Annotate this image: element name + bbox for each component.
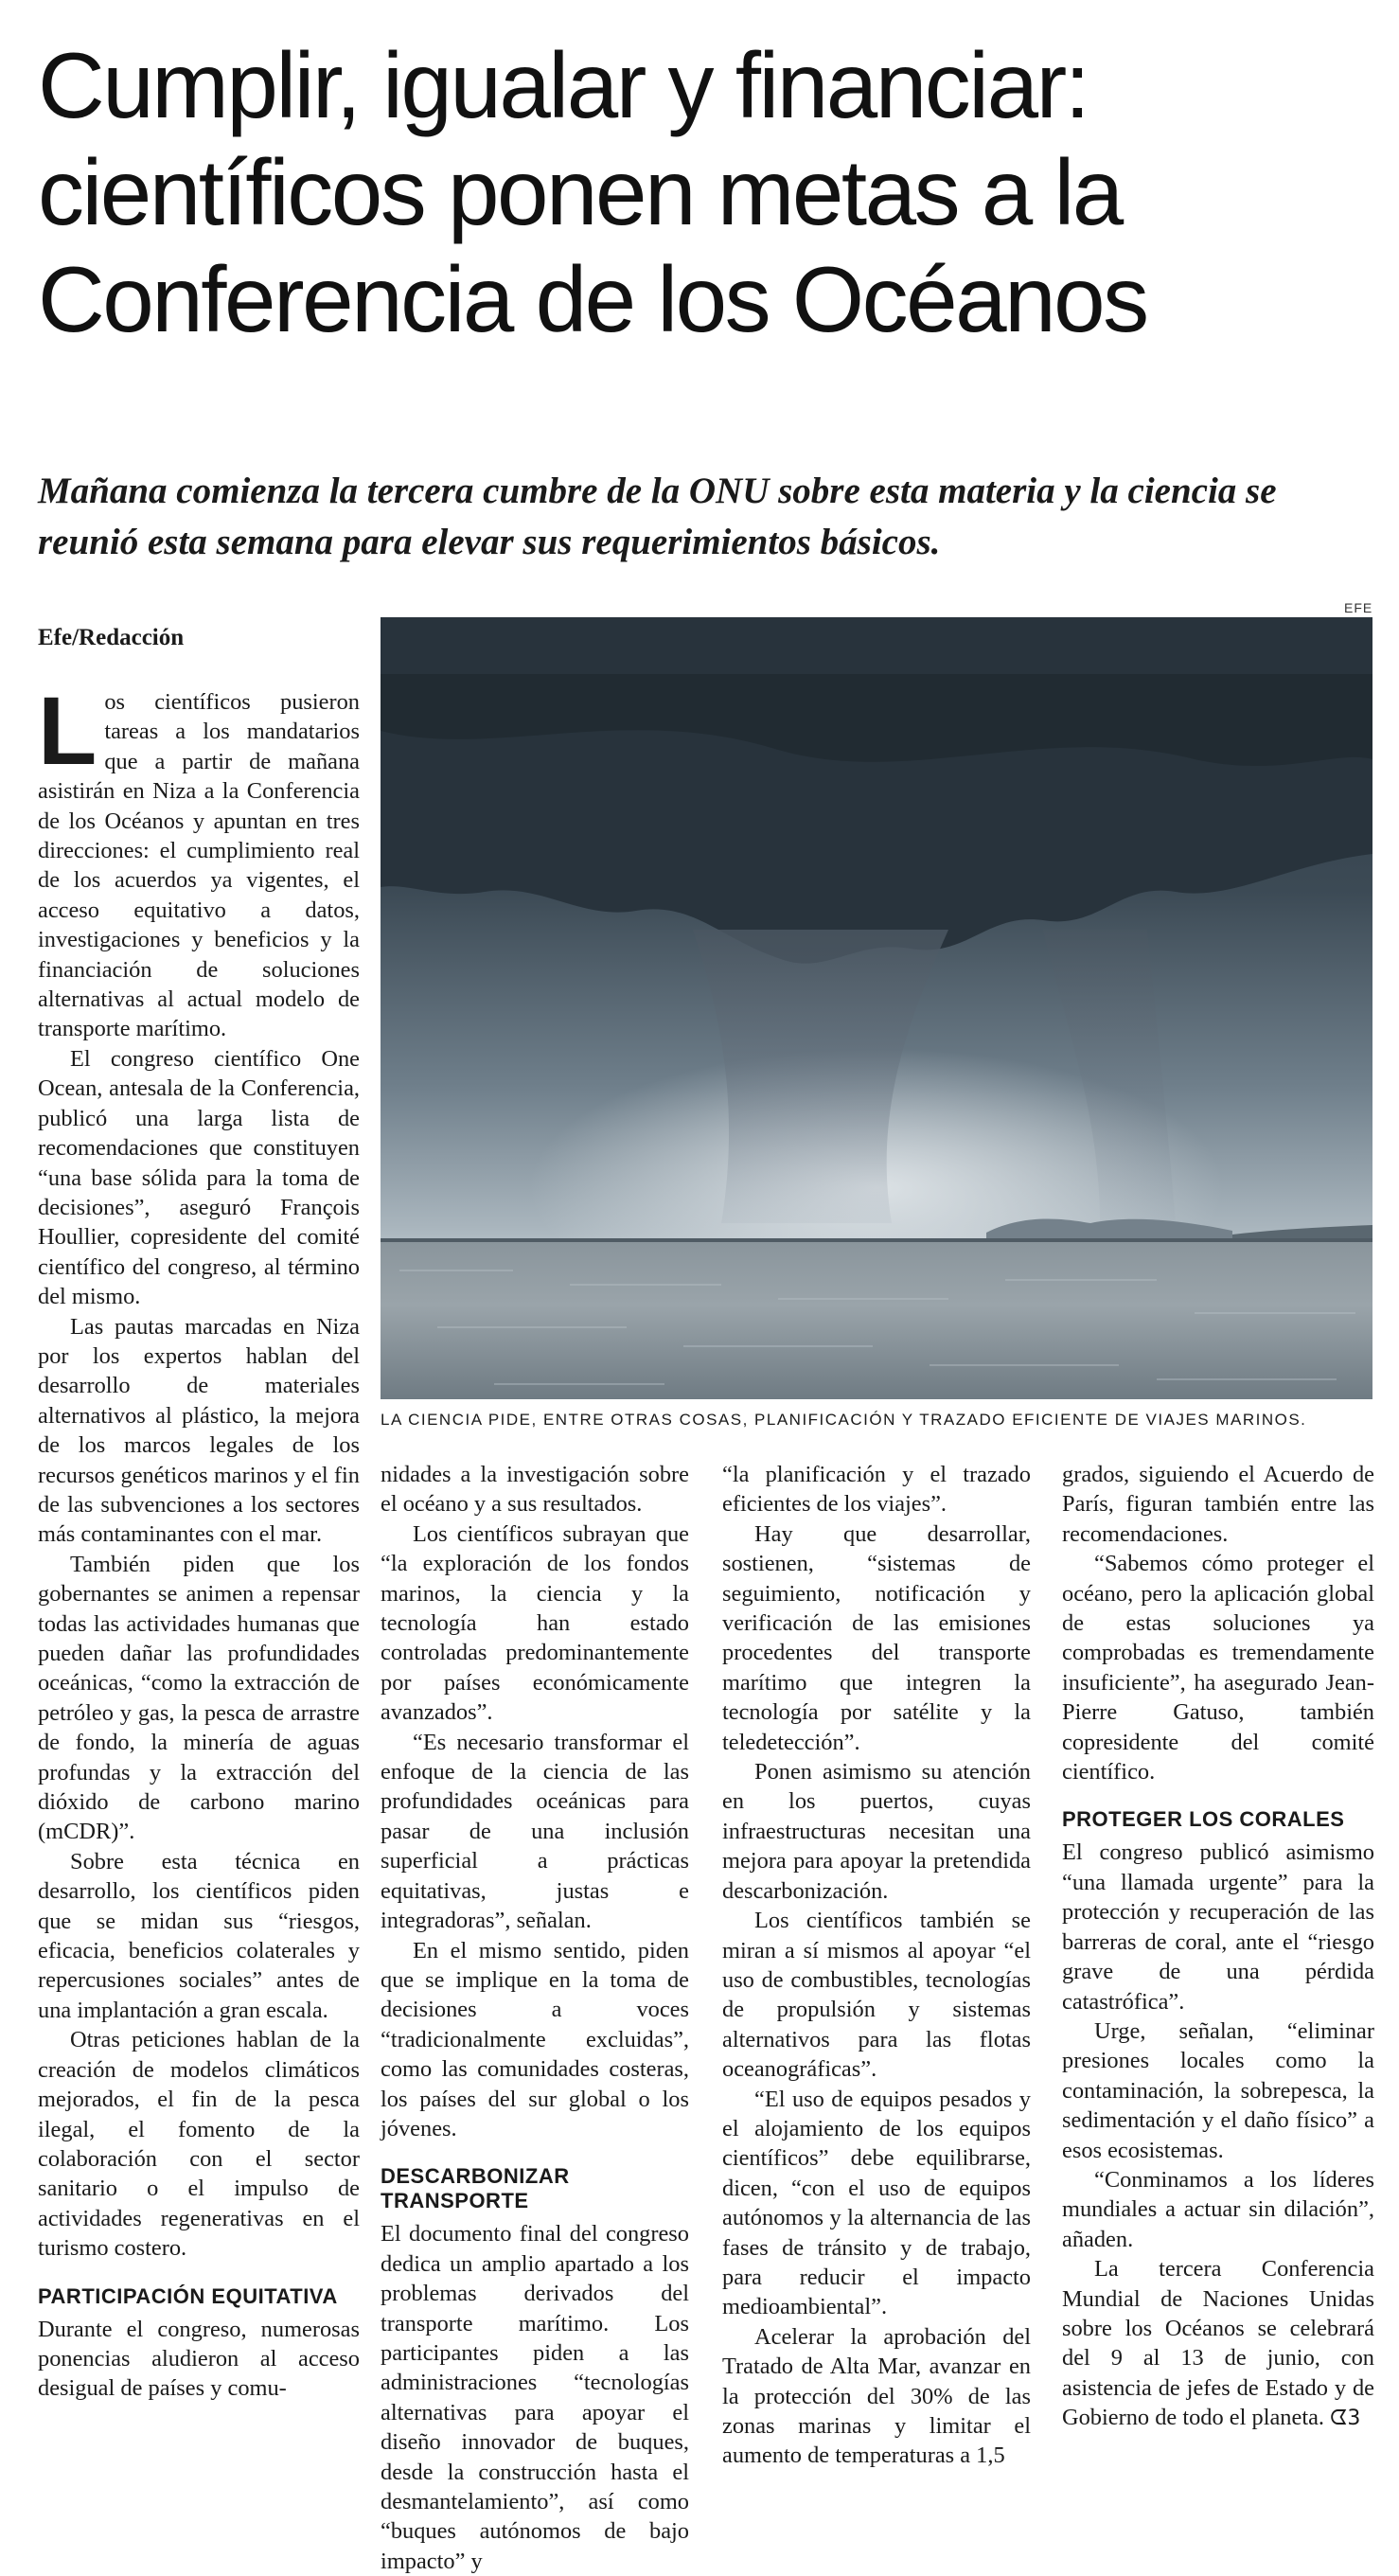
- photo-illustration: [381, 617, 1372, 1399]
- dropcap: L: [38, 677, 97, 785]
- paragraph: El congreso científico One Ocean, antesala de la Conferencia, publicó una larga lista de recomendaciones que constituyen “una base sólida para la toma de decisiones”, aseguró François Houllier, copresidente del comité científico del congreso, al término del mismo.: [38, 1045, 360, 1310]
- paragraph: “Sabemos cómo proteger el océano, pero la aplicación global de estas soluciones ya comprobadas es tremendamente insuficiente”, ha asegurado Jean-Pierre Gatuso, también copresidente del comité científico.: [1062, 1551, 1374, 1785]
- article-column-3: [722, 1460, 1031, 2539]
- paragraph: “El uso de equipos pesados y el alojamiento de los equipos científicos” debe equilibrarse, dicen, “con el uso de equipos autónomos y la alternancia de las fases de tránsito y de trabajo, para reducir el impacto medioambiental”.: [722, 2086, 1031, 2320]
- headline-line-3: Conferencia de los Océanos: [38, 247, 1147, 351]
- article-column-4: [1062, 1460, 1374, 2539]
- section-heading: PROTEGER LOS CORALES: [1062, 1807, 1345, 1832]
- paragraph: [1062, 2254, 1374, 2433]
- end-mark-icon: ᗧ3: [1330, 2407, 1361, 2431]
- storm-over-sea-photo: [381, 617, 1372, 1399]
- subtitle: Mañana comienza la tercera cumbre de la ONU sobre esta materia y la ciencia se reunió esta semana para elevar sus requerimientos básicos.: [38, 471, 1277, 562]
- paragraph: “Es necesario transformar el enfoque de la ciencia de las profundidades oceánicas para pasar de una inclusión superficial a prácticas equitativas, justas e integradoras”, señalan.: [381, 1729, 689, 1934]
- paragraph: El documento final del congreso dedica un amplio apartado a los problemas derivados del transporte marítimo. Los participantes piden a las administraciones “tecnologías alternativas para apoyar el diseño innovador de buques, desde la construcción hasta el desmantelamiento”, así como “buques autónomos de bajo impacto” y: [381, 2221, 689, 2574]
- paragraph: Los científicos subrayan que “la exploración de los fondos marinos, la ciencia y la tecnología han estado controladas predominantemente por países económicamente avanzados”.: [381, 1520, 689, 1726]
- paragraph: Urge, señalan, “eliminar presiones locales como la contaminación, la sobrepesca, la sedimentación y el daño físico” a esos ecosistemas.: [1062, 2017, 1374, 2163]
- article-column-2: [381, 1460, 689, 2574]
- photo-caption: LA CIENCIA PIDE, ENTRE OTRAS COSAS, PLANIFICACIÓN Y TRAZADO EFICIENTE DE VIAJES MARINOS.: [381, 1411, 1307, 1429]
- section-heading: PARTICIPACIÓN EQUITATIVA: [38, 2283, 338, 2308]
- paragraph: Durante el congreso, numerosas ponencias aludieron al acceso desigual de países y comu-: [38, 2316, 360, 2402]
- paragraph: También piden que los gobernantes se animen a repensar todas las actividades humanas que pueden dañar las profundidades oceánicas, “como la extracción de petróleo y gas, la pesca de arrastre de fondo, la minería de aguas profundas y la extracción del dióxido de carbono marino (mCDR)”.: [38, 1551, 360, 1845]
- paragraph: En el mismo sentido, piden que se implique en la toma de decisiones a voces “tradicionalmente excluidas”, como las comunidades costeras, los países del sur global o los jóvenes.: [381, 1937, 689, 2141]
- paragraph: Ponen asimismo su atención en los puertos, cuyas infraestructuras necesitan una mejora para apoyar la pretendida descarbonización.: [722, 1759, 1031, 1904]
- paragraph: Sobre esta técnica en desarrollo, los científicos piden que se midan sus “riesgos, eficacia, beneficios colaterales y repercusiones sociales” antes de una implantación a gran escala.: [38, 1848, 360, 2023]
- photo-credit: EFE: [1344, 600, 1373, 615]
- paragraph: grados, siguiendo el Acuerdo de París, figuran también entre las recomendaciones.: [1062, 1462, 1374, 1547]
- headline-line-1: Cumplir, igualar y financiar:: [38, 33, 1089, 137]
- byline: Efe/Redacción: [38, 625, 185, 650]
- section-heading: DESCARBONIZAR TRANSPORTE: [381, 2164, 570, 2213]
- paragraph: Los científicos también se miran a sí mismos al apoyar “el uso de combustibles, tecnologías de propulsión y sistemas alternativos para las flotas oceanográficas”.: [722, 1908, 1031, 2083]
- paragraph: “la planificación y el trazado eficientes de los viajes”.: [722, 1462, 1031, 1518]
- article-column-1: [38, 677, 360, 2538]
- paragraph-text: os científicos pusieron tareas a los mandatarios que a partir de mañana asistirán en Niza a la Conferencia de los Océanos y apuntan en tres direcciones: el cumplimiento real de los acuerdos ya vigentes, el acceso equitativo a datos, investigaciones y beneficios y la financiación de soluciones alternativas al actual modelo de transporte marítimo.: [38, 689, 360, 1042]
- paragraph: Otras peticiones hablan de la creación de modelos climáticos mejorados, el fin de la pesca ilegal, el fomento de la colaboración con el sector sanitario o el impulso de actividades regenerativas en el turismo costero.: [38, 2027, 360, 2262]
- paragraph: “Conminamos a los líderes mundiales a actuar sin dilación”, añaden.: [1062, 2166, 1374, 2252]
- paragraph: Acelerar la aprobación del Tratado de Alta Mar, avanzar en la protección del 30% de las zonas marinas y limitar el aumento de temperaturas a 1,5: [722, 2323, 1031, 2469]
- headline-line-2: científicos ponen metas a la: [38, 140, 1122, 244]
- paragraph: [38, 677, 360, 1044]
- paragraph-text: La tercera Conferencia Mundial de Naciones Unidas sobre los Océanos se celebrará del 9 al 13 de junio, con asistencia de jefes de Estado y de Gobierno de todo el planeta.: [1062, 2256, 1374, 2431]
- paragraph: El congreso publicó asimismo “una llamada urgente” para la protección y recuperación de las barreras de coral, ante el “riesgo grave de una pérdida catastrófica”.: [1062, 1839, 1374, 2015]
- paragraph: Las pautas marcadas en Niza por los expertos hablan del desarrollo de materiales alternativos al plástico, la mejora de los marcos legales de los recursos genéticos marinos y el fin de las subvenciones a los sectores más contaminantes con el mar.: [38, 1313, 360, 1548]
- headline: [38, 32, 1382, 353]
- paragraph: nidades a la investigación sobre el océano y a sus resultados.: [381, 1462, 689, 1518]
- paragraph: Hay que desarrollar, sostienen, “sistemas de seguimiento, notificación y verificación de las emisiones procedentes del transporte marítimo que integren la tecnología por satélite y la teledetección”.: [722, 1520, 1031, 1755]
